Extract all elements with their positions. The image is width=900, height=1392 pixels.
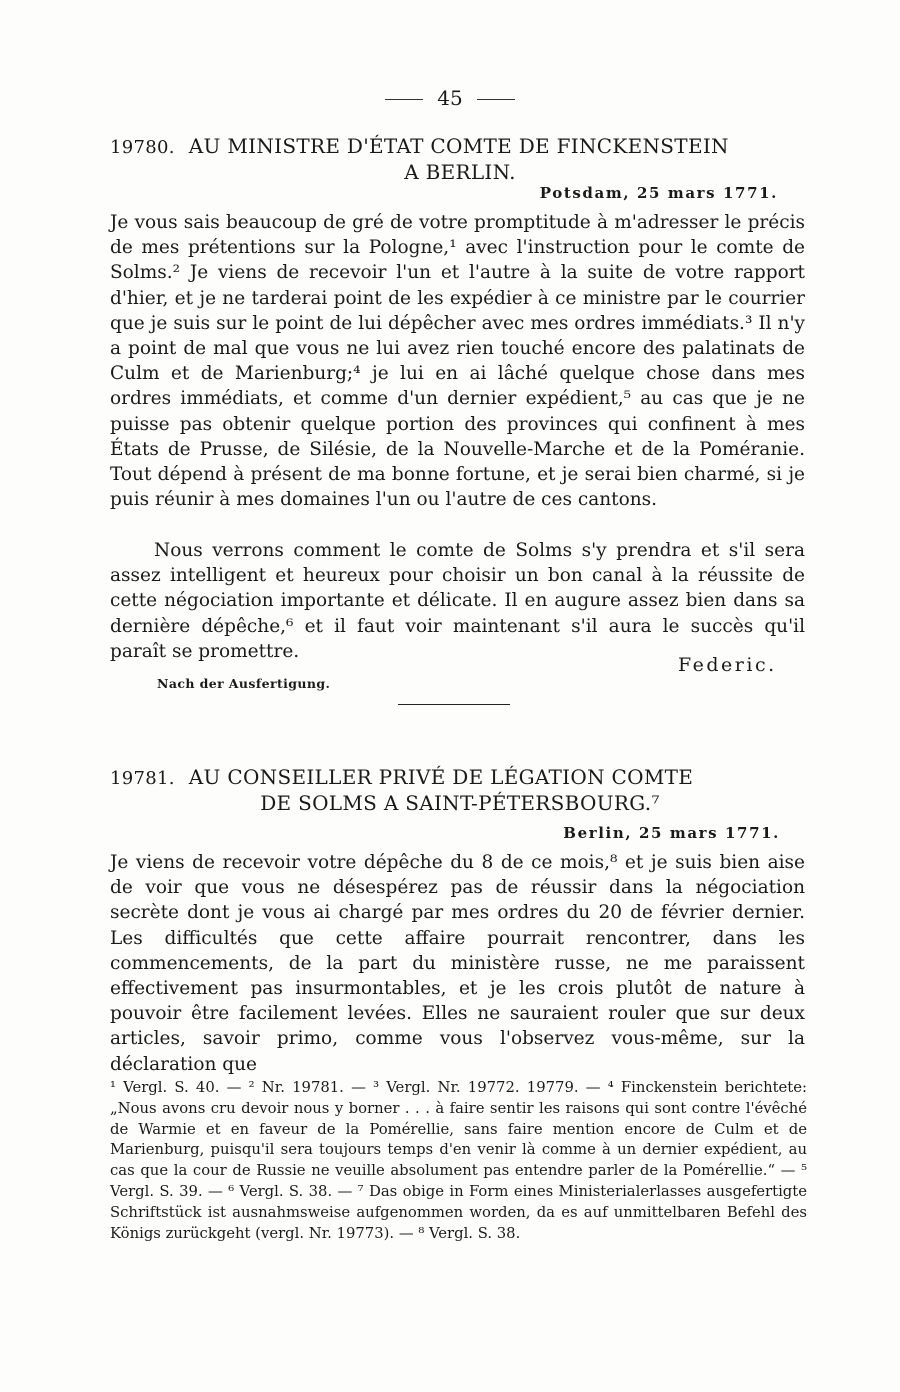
letter1-number: 19780. xyxy=(110,137,175,158)
page-number: 45 xyxy=(437,86,463,110)
letter2-heading xyxy=(110,765,810,815)
letter2-heading-line1: AU CONSEILLER PRIVÉ DE LÉGATION COMTE xyxy=(188,765,694,789)
footnotes: ¹ Vergl. S. 40. — ² Nr. 19781. — ³ Vergl. Nr. 19772. 19779. — ⁴ Finckenstein berichtete: „Nous avons cru devoir nous y borner . . . à faire sentir les raisons qui sont contre l'évêché de Warmie et en faveur de la Pomérellie, sans faire mention encore de Culm et de Marienburg, puisqu'il sera toujours temps d'en venir là comme à un dernier expédient, au cas que la cour de Russie ne veuille absolument pas entendre parler de la Pomérellie.“ — ⁵ Vergl. S. 39. — ⁶ Vergl. S. 38. — ⁷ Das obige in Form eines Ministerialerlasses ausgefertigte Schriftstück ist ausnahmsweise aufgenommen worden, da es auf unmittelbaren Befehl des Königs zurückgeht (vergl. Nr. 19773). — ⁸ Vergl. S. 38. xyxy=(110,1079,807,1242)
right-dash-divider xyxy=(477,99,515,100)
letter1-heading xyxy=(110,134,810,184)
letter1-source-note: Nach der Ausfertigung. xyxy=(157,676,331,691)
left-dash-divider xyxy=(385,99,423,100)
letter1-paragraph-1: Je vous sais beaucoup de gré de votre promptitude à m'adresser le précis de mes prétentions sur la Pologne,¹ avec l'instruction pour le comte de Solms.² Je viens de recevoir l'un et l'autre à la suite de votre rapport d'hier, et je ne tarderai point de les expédier à ce ministre par le courrier que je suis sur le point de lui dépêcher avec mes ordres immédiats.³ Il n'y a point de mal que vous ne lui avez rien touché encore des palatinats de Culm et de Marienburg;⁴ je lui en ai lâché quelque chose dans mes ordres immédiats, et comme d'un dernier expédient,⁵ au cas que je ne puisse pas obtenir quelque portion des provinces qui confinent à mes États de Prusse, de Silésie, de la Nouvelle-Marche et de la Poméranie. Tout dépend à présent de ma bonne fortune, et je serai bien charmé, si je puis réunir à mes domaines l'un ou l'autre de ces cantons. xyxy=(110,212,805,511)
section-divider xyxy=(398,704,510,705)
letter1-heading-line1: AU MINISTRE D'ÉTAT COMTE DE FINCKENSTEIN xyxy=(188,134,729,158)
letter2-dateline: Berlin, 25 mars 1771. xyxy=(563,824,780,842)
letter1-signature: Federic. xyxy=(678,654,777,676)
letter1-heading-line2: A BERLIN. xyxy=(404,160,516,184)
letter2-paragraph-1: Je viens de recevoir votre dépêche du 8 de ce mois,⁸ et je suis bien aise de voir que vous ne désespérez pas de réussir dans la négociation secrète dont je vous ai chargé par mes ordres du 20 de février dernier. Les difficultés que cette affaire pourrait rencontrer, dans les commencements, de la part du ministère russe, ne me paraissent effectivement pas insurmontables, et je les crois plutôt de nature à pouvoir être facilement levées. Elles ne sauraient rouler que sur deux articles, savoir primo, comme vous l'observez vous-même, sur la déclaration que xyxy=(110,852,805,1075)
letter1-dateline: Potsdam, 25 mars 1771. xyxy=(539,184,778,202)
letter2-heading-line2: DE SOLMS A SAINT-PÉTERSBOURG.⁷ xyxy=(260,791,660,815)
letter1-paragraph-2: Nous verrons comment le comte de Solms s'y prendra et s'il sera assez intelligent et heureux pour choisir un bon canal à la réussite de cette négociation importante et délicate. Il en augure assez bien dans sa dernière dépêche,⁶ et il faut voir maintenant s'il aura le succès qu'il paraît se promettre. xyxy=(110,540,805,662)
page-number-line xyxy=(0,86,900,110)
letter2-number: 19781. xyxy=(110,768,175,789)
